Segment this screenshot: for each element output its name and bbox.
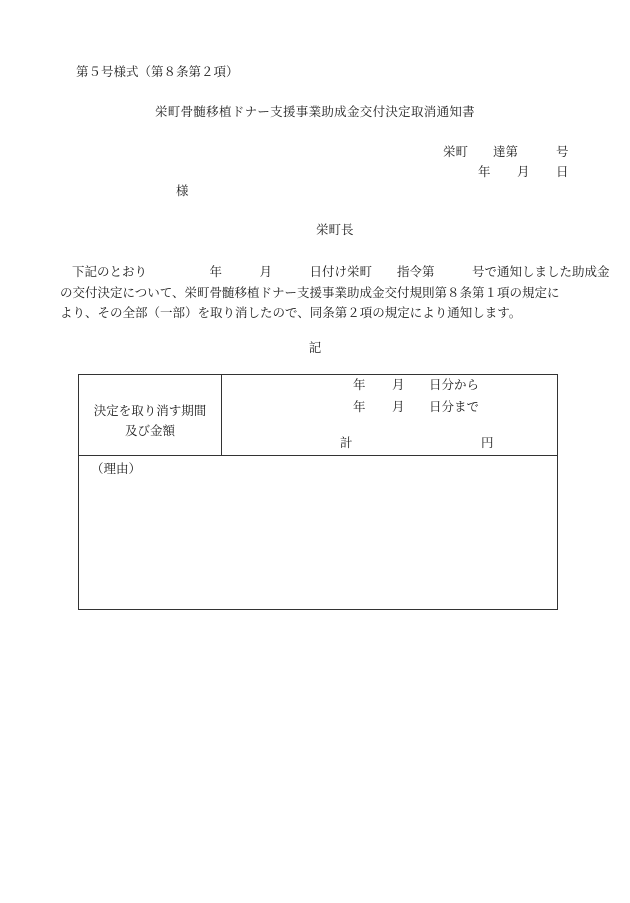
issue-date-day: 日 <box>556 164 569 179</box>
ki-heading: 記 <box>308 340 322 355</box>
from-day: 日分から <box>429 377 480 392</box>
to-month: 月 <box>392 399 405 414</box>
from-month: 月 <box>392 377 405 392</box>
period-amount-label-line2: 及び金額 <box>124 423 175 438</box>
to-year: 年 <box>353 399 366 414</box>
document-number-tatsu: 達第 <box>493 144 519 159</box>
period-amount-label-line1: 決定を取り消す期間 <box>93 403 207 418</box>
total-label: 計 <box>340 435 353 450</box>
to-day: 日分まで <box>429 399 480 414</box>
table-divider-horizontal <box>79 455 557 456</box>
body-line-2: の交付決定について、栄町骨髄移植ドナー支援事業助成金交付規則第８条第１項の規定に <box>60 284 560 300</box>
period-amount-label <box>79 401 221 441</box>
document-number-prefix: 栄町 <box>443 144 469 159</box>
addressee-suffix: 様 <box>176 183 189 198</box>
body-line-1: 下記のとおり 年 月 日付け栄町 指令第 号で通知しました助成金 <box>72 264 610 279</box>
sender: 栄町長 <box>316 222 354 237</box>
reason-label: （理由） <box>91 461 142 476</box>
document-title: 栄町骨髄移植ドナー支援事業助成金交付決定取消通知書 <box>154 104 475 119</box>
table-divider-vertical <box>221 375 222 455</box>
body-line-3: より、その全部（一部）を取り消したので、同条第２項の規定により通知します。 <box>60 305 522 320</box>
document-number-go: 号 <box>556 144 569 159</box>
from-year: 年 <box>353 377 366 392</box>
form-number: 第５号様式（第８条第２項） <box>76 64 239 79</box>
body-paragraph <box>60 262 610 324</box>
issue-date-year: 年 <box>478 164 491 179</box>
yen-label: 円 <box>481 435 494 450</box>
issue-date-month: 月 <box>517 164 530 179</box>
cancellation-table <box>78 374 558 610</box>
